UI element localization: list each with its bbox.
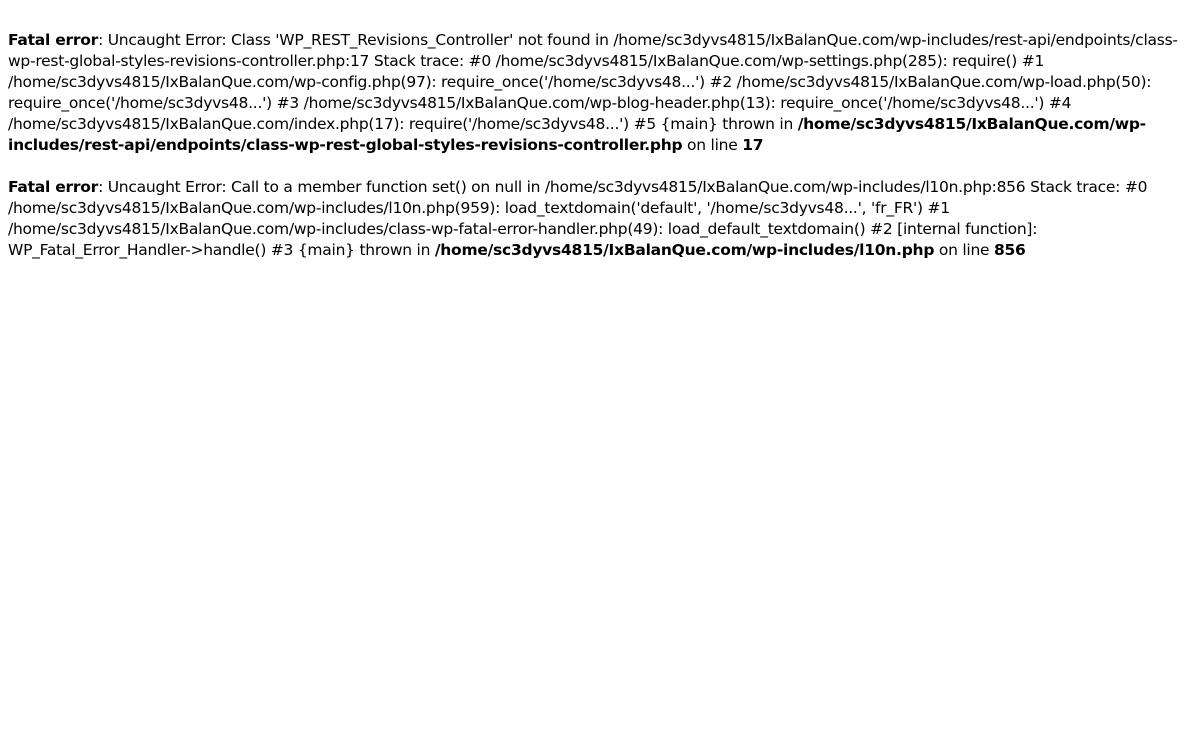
error-file-path: /home/sc3dyvs4815/IxBalanQue.com/wp-includes/rest-api/endpoints/class-wp-rest-global-styles-revisions-controller.php xyxy=(8,115,1146,154)
error-label: Fatal error xyxy=(8,31,99,49)
error-file-path: /home/sc3dyvs4815/IxBalanQue.com/wp-includes/l10n.php xyxy=(434,241,935,259)
fatal-error-message xyxy=(8,30,1192,156)
error-text: : Uncaught Error: Call to a member function set() on null in /home/sc3dyvs4815/IxBalanQue.com/wp-includes/l10n.php:856 Stack trace: #0 /home/sc3dyvs4815/IxBalanQue.com/wp-includes/l10n.php(959): load_textdomain('default', '/home/sc3dyvs48...', 'fr_FR') #1 /home/sc3dyvs4815/IxBalanQue.com/wp-includes/class-wp-fatal-error-handler.php(49): load_default_textdomain() #2 [internal function]: WP_Fatal_Error_Handler->handle() #3 {main} thrown in xyxy=(8,178,1148,259)
fatal-error-message xyxy=(8,177,1192,261)
error-on-line-text: on line xyxy=(934,241,994,259)
error-label: Fatal error xyxy=(8,178,99,196)
error-line-number: 17 xyxy=(742,136,764,154)
error-on-line-text: on line xyxy=(682,136,743,154)
error-text: : Uncaught Error: Class 'WP_REST_Revisions_Controller' not found in /home/sc3dyvs4815/IxBalanQue.com/wp-includes/rest-api/endpoints/class-wp-rest-global-styles-revisions-controller.php:17 Stack trace: #0 /home/sc3dyvs4815/IxBalanQue.com/wp-settings.php(285): require() #1 /home/sc3dyvs4815/IxBalanQue.com/wp-config.php(97): require_once('/home/sc3dyvs48...') #2 /home/sc3dyvs4815/IxBalanQue.com/wp-load.php(50): require_once('/home/sc3dyvs48...') #3 /home/sc3dyvs4815/IxBalanQue.com/wp-blog-header.php(13): require_once('/home/sc3dyvs48...') #4 /home/sc3dyvs4815/IxBalanQue.com/index.php(17): require('/home/sc3dyvs48...') #5 {main} thrown in xyxy=(8,31,1178,133)
error-line-number: 856 xyxy=(993,241,1026,259)
